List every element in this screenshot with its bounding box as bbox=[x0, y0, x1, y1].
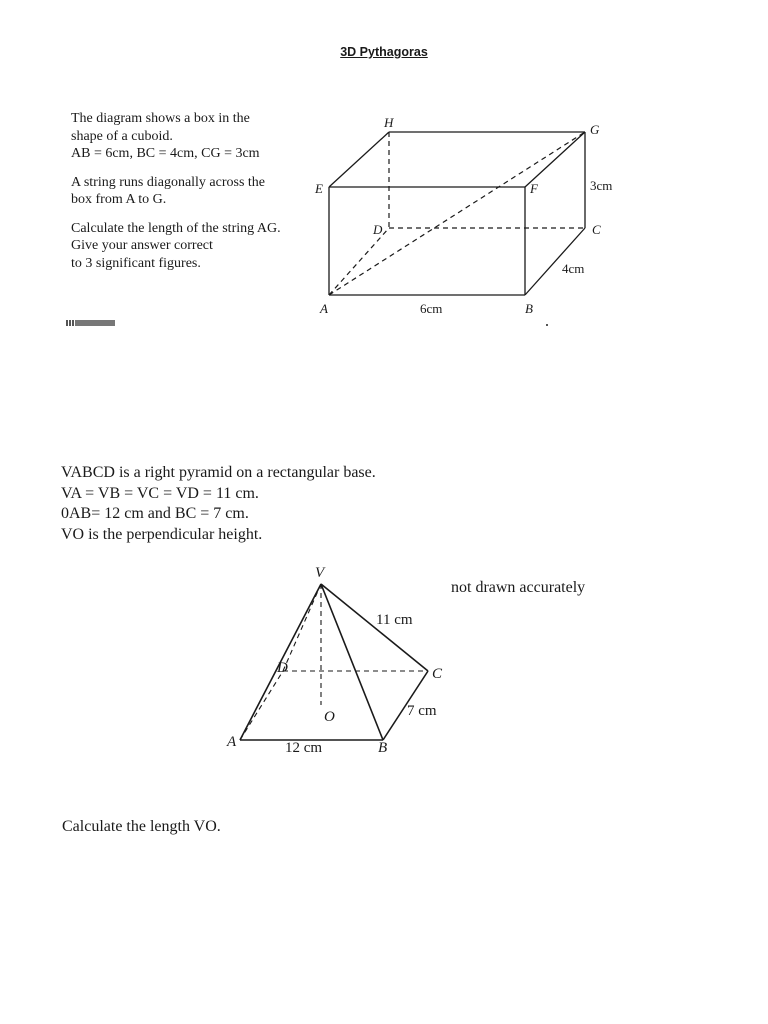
label-c: C bbox=[432, 666, 443, 682]
edge-eh bbox=[329, 132, 389, 187]
label-d: D bbox=[277, 660, 288, 676]
label-f: F bbox=[530, 181, 538, 196]
not-drawn-note: not drawn accurately bbox=[451, 579, 586, 596]
q1-paragraph-3 bbox=[71, 220, 306, 273]
stray-mark bbox=[546, 324, 548, 326]
q1-line: A string runs diagonally across the bbox=[71, 174, 266, 190]
edge-fg bbox=[525, 132, 585, 187]
q1-line: Give your answer correct bbox=[71, 238, 213, 253]
question-2-text bbox=[61, 463, 461, 545]
label-b: B bbox=[525, 301, 533, 316]
q1-line: The diagram shows a box in the bbox=[71, 111, 250, 126]
hidden-edge-ad bbox=[329, 228, 389, 295]
hidden-edge-vd bbox=[283, 584, 321, 671]
q1-paragraph-1 bbox=[71, 110, 306, 163]
label-h: H bbox=[384, 115, 394, 130]
q1-line: shape of a cuboid. bbox=[71, 128, 173, 144]
question-2-prompt: Calculate the length VO. bbox=[62, 818, 221, 835]
q1-line: AB = 6cm, BC = 4cm, CG = 3cm bbox=[71, 146, 260, 161]
label-d: D bbox=[373, 222, 383, 237]
pyramid-diagram bbox=[215, 560, 455, 760]
label-bc-length: 7 cm bbox=[407, 703, 437, 719]
hidden-edge-ad bbox=[240, 671, 283, 740]
q1-paragraph-2 bbox=[71, 174, 306, 209]
q2-line: VABCD is a right pyramid on a rectangular base. bbox=[61, 464, 376, 481]
q1-line: Calculate the length of the string AG. bbox=[71, 220, 281, 236]
label-a: A bbox=[320, 301, 328, 316]
page-title: 3D Pythagoras bbox=[340, 45, 428, 59]
label-c: C bbox=[592, 222, 601, 237]
label-ab-length: 12 cm bbox=[285, 740, 323, 756]
label-e: E bbox=[315, 181, 323, 196]
cuboid-diagram bbox=[300, 110, 630, 325]
label-o: O bbox=[324, 709, 335, 725]
question-1-text bbox=[71, 110, 306, 283]
q2-line: VO is the perpendicular height. bbox=[61, 525, 263, 543]
label-b: B bbox=[378, 740, 388, 756]
q2-line: VA = VB = VC = VD = 11 cm. bbox=[61, 484, 259, 502]
scan-artifact bbox=[66, 320, 115, 326]
label-a: A bbox=[227, 734, 237, 750]
q1-line: box from A to G. bbox=[71, 192, 167, 207]
label-g: G bbox=[590, 122, 600, 137]
label-v: V bbox=[315, 565, 325, 581]
label-bc-length: 4cm bbox=[562, 261, 585, 276]
label-vc-length: 11 cm bbox=[376, 612, 413, 628]
q1-line: to 3 significant figures. bbox=[71, 255, 201, 271]
label-cg-length: 3cm bbox=[590, 178, 613, 193]
q2-line: 0AB= 12 cm and BC = 7 cm. bbox=[61, 505, 249, 522]
label-ab-length: 6cm bbox=[420, 301, 443, 316]
